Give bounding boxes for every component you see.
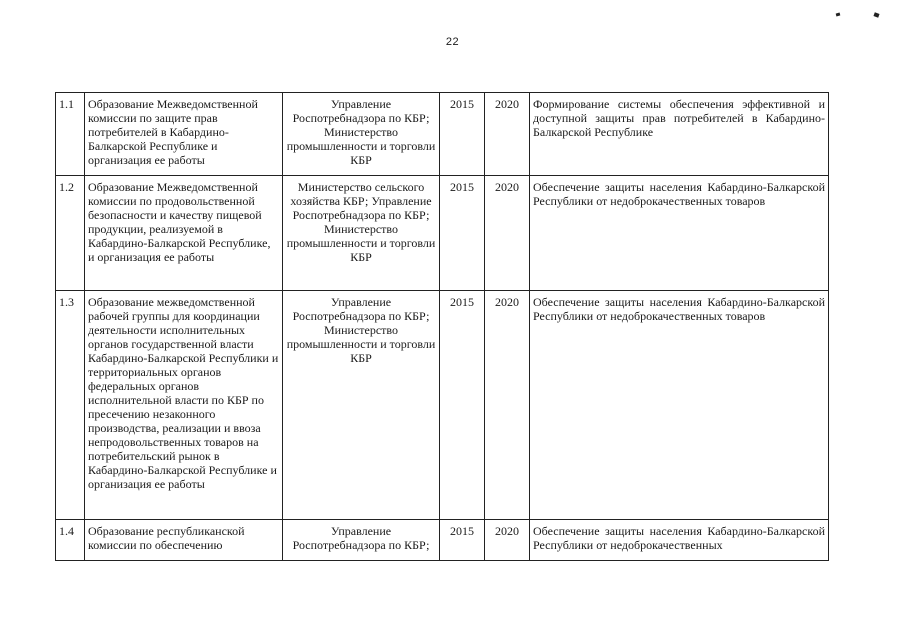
executor-cell: Министерство сельского хозяйства КБР; Управление Роспотребнадзора по КБР; Министерство промышленности и торговли КБР [283, 176, 440, 291]
start-year: 2015 [440, 520, 485, 561]
measure-name: Образование республиканской комиссии по обеспечению [85, 520, 283, 561]
start-year: 2015 [440, 93, 485, 176]
end-year: 2020 [485, 520, 530, 561]
measures-table [55, 92, 829, 561]
end-year: 2020 [485, 176, 530, 291]
row-number: 1.3 [56, 291, 85, 520]
table-row [56, 291, 829, 520]
table-row [56, 176, 829, 291]
executor-cell: Управление Роспотребнадзора по КБР; Министерство промышленности и торговли КБР [283, 291, 440, 520]
executor-cell: Управление Роспотребнадзора по КБР; Министерство промышленности и торговли КБР [283, 93, 440, 176]
end-year: 2020 [485, 93, 530, 176]
page-number: 22 [445, 36, 460, 48]
start-year: 2015 [440, 176, 485, 291]
expected-result: Обеспечение защиты населения Кабардино-Балкарской Республики от недоброкачественных [530, 520, 829, 561]
scan-arrow-mark [873, 12, 879, 17]
measure-name: Образование Межведомственной комиссии по продовольственной безопасности и качеству пищевой продукции, реализуемой в Кабардино-Балкарской Республике, и организация ее работы [85, 176, 283, 291]
measure-name: Образование межведомственной рабочей группы для координации деятельности исполнительных органов государственной власти Кабардино-Балкарской Республики и территориальных органов федеральных органов исполнительной власти по КБР по пресечению незаконного производства, реализации и ввоза непродовольственных товаров на потребительский рынок в Кабардино-Балкарской Республике и организация ее работы [85, 291, 283, 520]
expected-result: Формирование системы обеспечения эффективной и доступной защиты прав потребителей в Кабардино-Балкарской Республике [530, 93, 829, 176]
row-number: 1.1 [56, 93, 85, 176]
expected-result: Обеспечение защиты населения Кабардино-Балкарской Республики от недоброкачественных товаров [530, 176, 829, 291]
start-year: 2015 [440, 291, 485, 520]
executor-cell: Управление Роспотребнадзора по КБР; [283, 520, 440, 561]
row-number: 1.2 [56, 176, 85, 291]
scan-speck-mark [836, 13, 841, 17]
expected-result: Обеспечение защиты населения Кабардино-Балкарской Республики от недоброкачественных товаров [530, 291, 829, 520]
table-row [56, 93, 829, 176]
table-row [56, 520, 829, 561]
row-number: 1.4 [56, 520, 85, 561]
measure-name: Образование Межведомственной комиссии по защите прав потребителей в Кабардино-Балкарской Республике и организация ее работы [85, 93, 283, 176]
end-year: 2020 [485, 291, 530, 520]
